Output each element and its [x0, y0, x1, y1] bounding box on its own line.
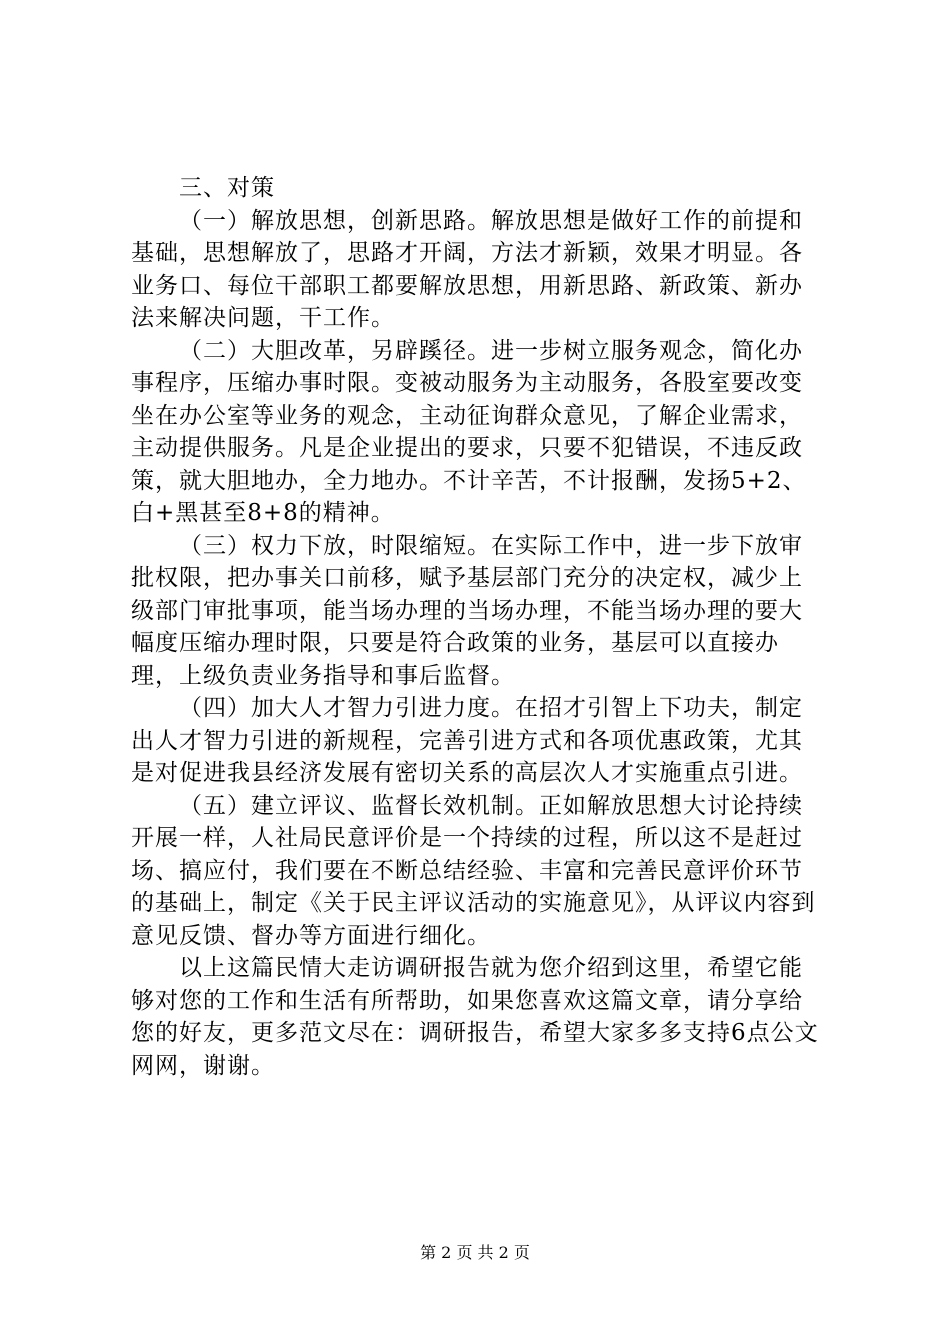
paragraph-2: （二）大胆改革，另辟蹊径。进一步树立服务观念，简化办事程序，压缩办事时限。变被动服务为主动服务，各股室要改变坐在办公室等业务的观念，主动征询群众意见，了解企业需求，主动提供服务。凡是企业提出的要求，只要不犯错误，不违反政策，就大胆地办，全力地办。不计辛苦，不计报酬，发扬5+2、白+黑甚至8+8的精神。 [131, 337, 807, 526]
paragraph-5: （五）建立评议、监督长效机制。正如解放思想大讨论持续开展一样，人社局民意评价是一个持续的过程，所以这不是赶过场、搞应付，我们要在不断总结经验、丰富和完善民意评价环节的基础上，制定《关于民主评议活动的实施意见》，从评议内容到意见反馈、督办等方面进行细化。 [131, 792, 816, 949]
document-body [131, 172, 821, 1082]
paragraph-4: （四）加大人才智力引进力度。在招才引智上下功夫，制定出人才智力引进的新规程，完善引进方式和各项优惠政策，尤其是对促进我县经济发展有密切关系的高层次人才实施重点引进。 [131, 695, 803, 786]
paragraph-1: （一）解放思想，创新思路。解放思想是做好工作的前提和基础，思想解放了，思路才开阔，方法才新颖，效果才明显。各业务口、每位干部职工都要解放思想，用新思路、新政策、新办法来解决问题，干工作。 [131, 207, 803, 331]
paragraph-3: （三）权力下放，时限缩短。在实际工作中，进一步下放审批权限，把办事关口前移，赋予基层部门充分的决定权，减少上级部门审批事项，能当场办理的当场办理，不能当场办理的要大幅度压缩办理时限，只要是符合政策的业务，基层可以直接办理，上级负责业务指导和事后监督。 [131, 532, 803, 689]
paragraph-6: 以上这篇民情大走访调研报告就为您介绍到这里，希望它能够对您的工作和生活有所帮助，如果您喜欢这篇文章，请分享给您的好友，更多范文尽在：调研报告，希望大家多多支持6点公文网网，谢谢。 [131, 955, 819, 1079]
section-heading: 三、对策 [179, 175, 275, 201]
page-footer: 第 2 页 共 2 页 [420, 1243, 530, 1262]
